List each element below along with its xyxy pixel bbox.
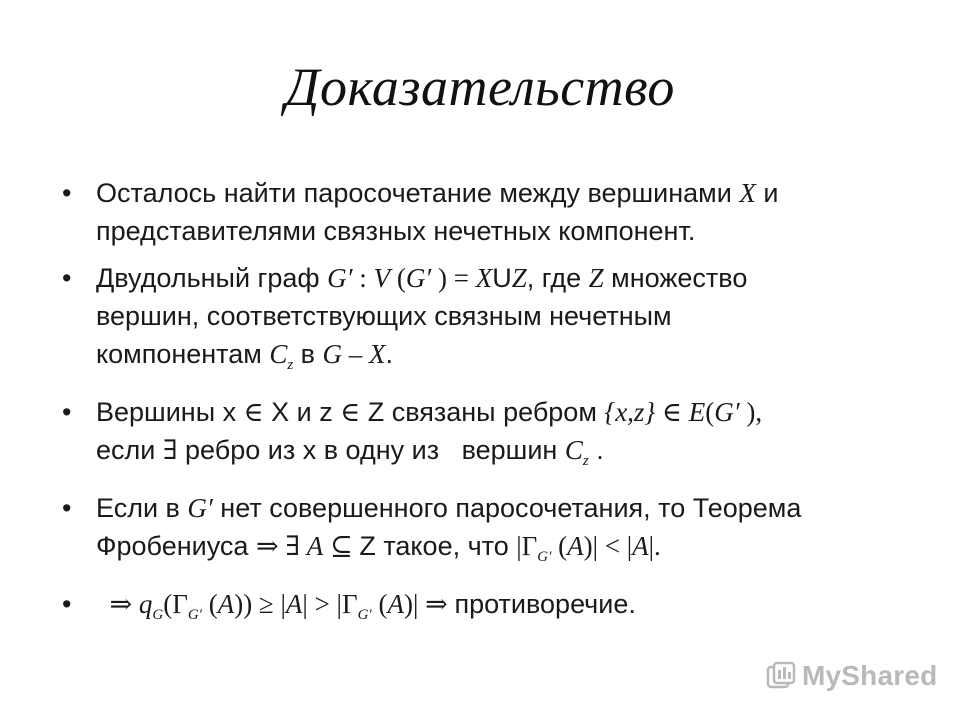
math-symbol: G [322, 339, 343, 369]
math-symbol: G′ [405, 263, 432, 293]
bullet-line [96, 297, 902, 335]
bullet-text: противоречие. [454, 589, 636, 619]
math-operator: |Γ [516, 531, 538, 561]
bullet-line [96, 489, 902, 527]
bullet-dot: • [62, 263, 72, 293]
math-symbol: Z [588, 263, 604, 293]
math-symbol: X [739, 178, 756, 208]
math-operator: )| ⇒ [403, 589, 455, 619]
math-operator: ( [390, 263, 406, 293]
bullet-text: в [293, 339, 323, 369]
bullet-dot: • [62, 493, 72, 523]
bullet-item [62, 174, 902, 250]
math-operator: |. [648, 531, 661, 561]
bullet-line [96, 212, 902, 250]
math-operator: ), [739, 397, 763, 427]
bullet-text: . [385, 339, 394, 369]
bullet-text: Z такое, что [359, 531, 517, 561]
math-symbol: {x,z} [604, 397, 656, 427]
bullet-dot: • [62, 397, 72, 427]
math-symbol: A [387, 589, 404, 619]
bullet-item [62, 393, 902, 480]
subscript-text: G′ [357, 607, 372, 623]
math-operator: ( [201, 589, 218, 619]
watermark-text: MyShared [802, 660, 938, 691]
math-operator: ⊆ [323, 531, 360, 561]
bullet-line [96, 527, 902, 576]
math-operator: : [352, 263, 374, 293]
math-symbol: A [632, 531, 649, 561]
bullet-line [96, 431, 902, 480]
bullet-text: множество [603, 263, 748, 293]
bullet-text: . [588, 435, 604, 465]
bullet-line [96, 174, 902, 212]
math-operator: ∃ [162, 435, 178, 465]
bullet-text: вершин, соответствующих связным нечетным [96, 301, 672, 331]
bullet-text: Z связаны ребром [360, 397, 605, 427]
math-symbol: C [269, 339, 288, 369]
math-operator: )) ≥ | [234, 589, 286, 619]
bullet-text: если [96, 435, 163, 465]
math-symbol: C [564, 435, 583, 465]
subscript-text: G′ [187, 607, 202, 623]
subscript-text: G [152, 607, 164, 623]
math-operator: ∈ [243, 397, 264, 427]
math-symbol: Z [511, 263, 527, 293]
bullet-item [62, 585, 902, 634]
math-operator: ∈ [340, 397, 361, 427]
bullet-text: , где [526, 263, 589, 293]
bullet-dot: • [62, 589, 72, 619]
bullet-line [96, 585, 902, 634]
bullet-text: Фробениуса [96, 531, 256, 561]
bullet-text: Двудольный граф [96, 263, 328, 293]
math-symbol: G′ [327, 263, 353, 293]
math-operator: ⇒ [96, 589, 139, 619]
bullet-line [96, 335, 902, 384]
math-operator: ⇒ ∃ [255, 531, 307, 561]
bullet-text: U [492, 263, 512, 293]
math-symbol: A [217, 589, 235, 619]
math-operator: – [342, 339, 370, 369]
bullet-line [96, 393, 902, 431]
bullet-line [96, 259, 902, 297]
slide-title: Доказательство [285, 57, 675, 117]
math-operator: ( [705, 397, 715, 427]
math-operator: ( [371, 589, 388, 619]
math-operator: ) = [431, 263, 476, 293]
bullet-item [62, 489, 902, 576]
math-symbol: E [688, 397, 706, 427]
bullet-text: представителями связных нечетных компонент. [96, 216, 696, 246]
math-symbol: q [138, 589, 153, 619]
bullet-item [62, 259, 902, 384]
bullet-text: Если в [96, 493, 188, 523]
watermark-logo [766, 656, 937, 696]
subscript-text: z [287, 357, 294, 373]
bullet-list [62, 174, 902, 643]
math-symbol: A [567, 531, 584, 561]
math-operator: ( [551, 531, 568, 561]
math-operator: ∈ [655, 397, 689, 427]
math-symbol: G′ [187, 493, 213, 523]
math-symbol: A [306, 531, 324, 561]
subscript-text: G′ [537, 549, 552, 565]
math-symbol: V [373, 263, 391, 293]
math-symbol: X [369, 339, 386, 369]
math-symbol: A [285, 589, 303, 619]
myshared-logo-icon [766, 661, 796, 691]
math-operator: )| < | [583, 531, 633, 561]
math-symbol: G′ [714, 397, 740, 427]
bullet-text: и [755, 178, 779, 208]
bullet-text: Вершины x [96, 397, 244, 427]
bullet-text: компонентам [96, 339, 270, 369]
subscript-text: z [582, 453, 589, 469]
bullet-text: Осталось найти паросочетание между вершинами [96, 178, 740, 208]
bullet-text: нет совершенного паросочетания, то Теорема [212, 493, 802, 523]
math-operator: (Γ [163, 589, 188, 619]
bullet-dot: • [62, 178, 72, 208]
bullet-text: ребро из x в одну из вершин [177, 435, 565, 465]
math-operator: | > |Γ [302, 589, 358, 619]
math-symbol: X [475, 263, 493, 293]
bullet-text: X и z [263, 397, 341, 427]
